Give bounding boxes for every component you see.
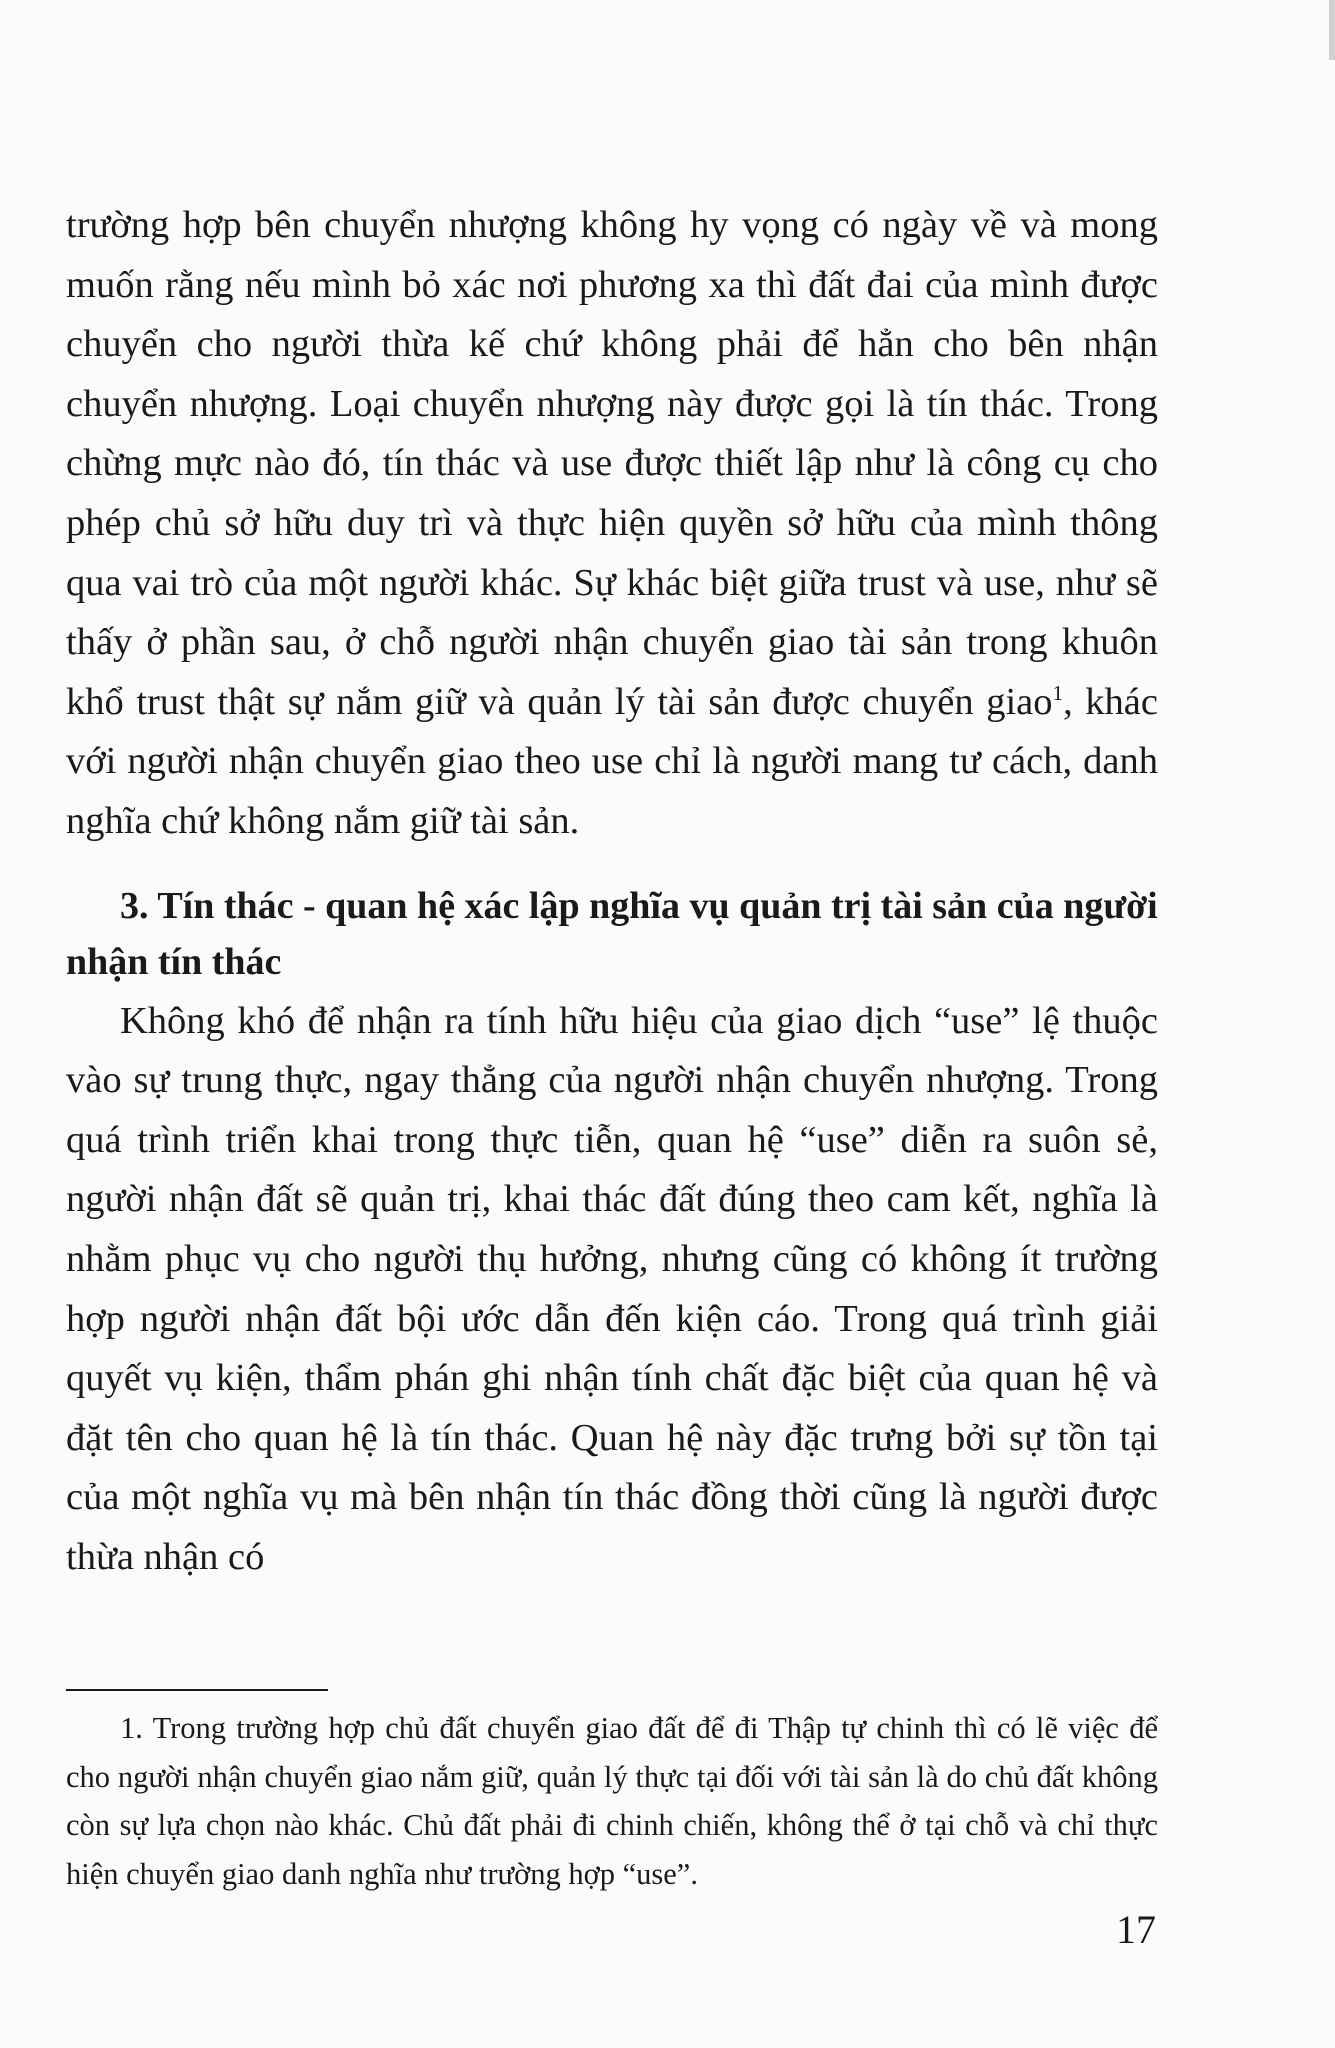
paragraph: Không khó để nhận ra tính hữu hiệu của giao dịch “use” lệ thuộc vào sự trung thực, ngay thẳng của người nhận chuyển nhượng. Trong quá trình triển khai trong thực tiễn, quan hệ “use” diễn ra suôn sẻ, người nhận đất sẽ quản trị, khai thác đất đúng theo cam kết, nghĩa là nhằm phục vụ cho người thụ hưởng, nhưng cũng có không ít trường hợp người nhận đất bội ước dẫn đến kiện cáo. Trong quá trình giải quyết vụ kiện, thẩm phán ghi nhận tính chất đặc biệt của quan hệ và đặt tên cho quan hệ là tín thác. Quan hệ này đặc trưng bởi sự tồn tại của một nghĩa vụ mà bên nhận tín thác đồng thời cũng là người được thừa nhận có <box>66 999 1158 1578</box>
paragraph-continued <box>66 196 1158 852</box>
paragraph-text: trường hợp bên chuyển nhượng không hy vọng có ngày về và mong muốn rằng nếu mình bỏ xác nơi phương xa thì đất đai của mình được chuyển cho người thừa kế chứ không phải để hẳn cho bên nhận chuyển nhượng. Loại chuyển nhượng này được gọi là tín thác. Trong chừng mực nào đó, tín thác và use được thiết lập như là công cụ cho phép chủ sở hữu duy trì và thực hiện quyền sở hữu của mình thông qua vai trò của một người khác. Sự khác biệt giữa trust và use, như sẽ thấy ở phần sau, ở chỗ người nhận chuyển giao tài sản trong khuôn khổ trust thật sự nắm giữ và quản lý tài sản được chuyển giao <box>66 204 1158 723</box>
footnote-reference[interactable]: 1 <box>1052 680 1064 705</box>
body-text <box>66 196 1158 1587</box>
page-edge-shadow <box>1329 0 1335 60</box>
page-number: 17 <box>1116 1907 1156 1952</box>
paragraph-text: , khác với người nhận chuyển giao theo use chỉ là người mang tư cách, danh nghĩa chứ không nắm giữ tài sản. <box>66 680 1158 842</box>
footnote-divider <box>66 1689 328 1691</box>
footnote: 1. Trong trường hợp chủ đất chuyển giao đất để đi Thập tự chinh thì có lẽ việc để cho người nhận chuyển giao nắm giữ, quản lý thực tại đối với tài sản là do chủ đất không còn sự lựa chọn nào khác. Chủ đất phải đi chinh chiến, không thể ở tại chỗ và chỉ thực hiện chuyển giao danh nghĩa như trường hợp “use”. <box>66 1711 1158 1891</box>
section-heading: 3. Tín thác - quan hệ xác lập nghĩa vụ quản trị tài sản của người nhận tín thác <box>66 884 1158 983</box>
